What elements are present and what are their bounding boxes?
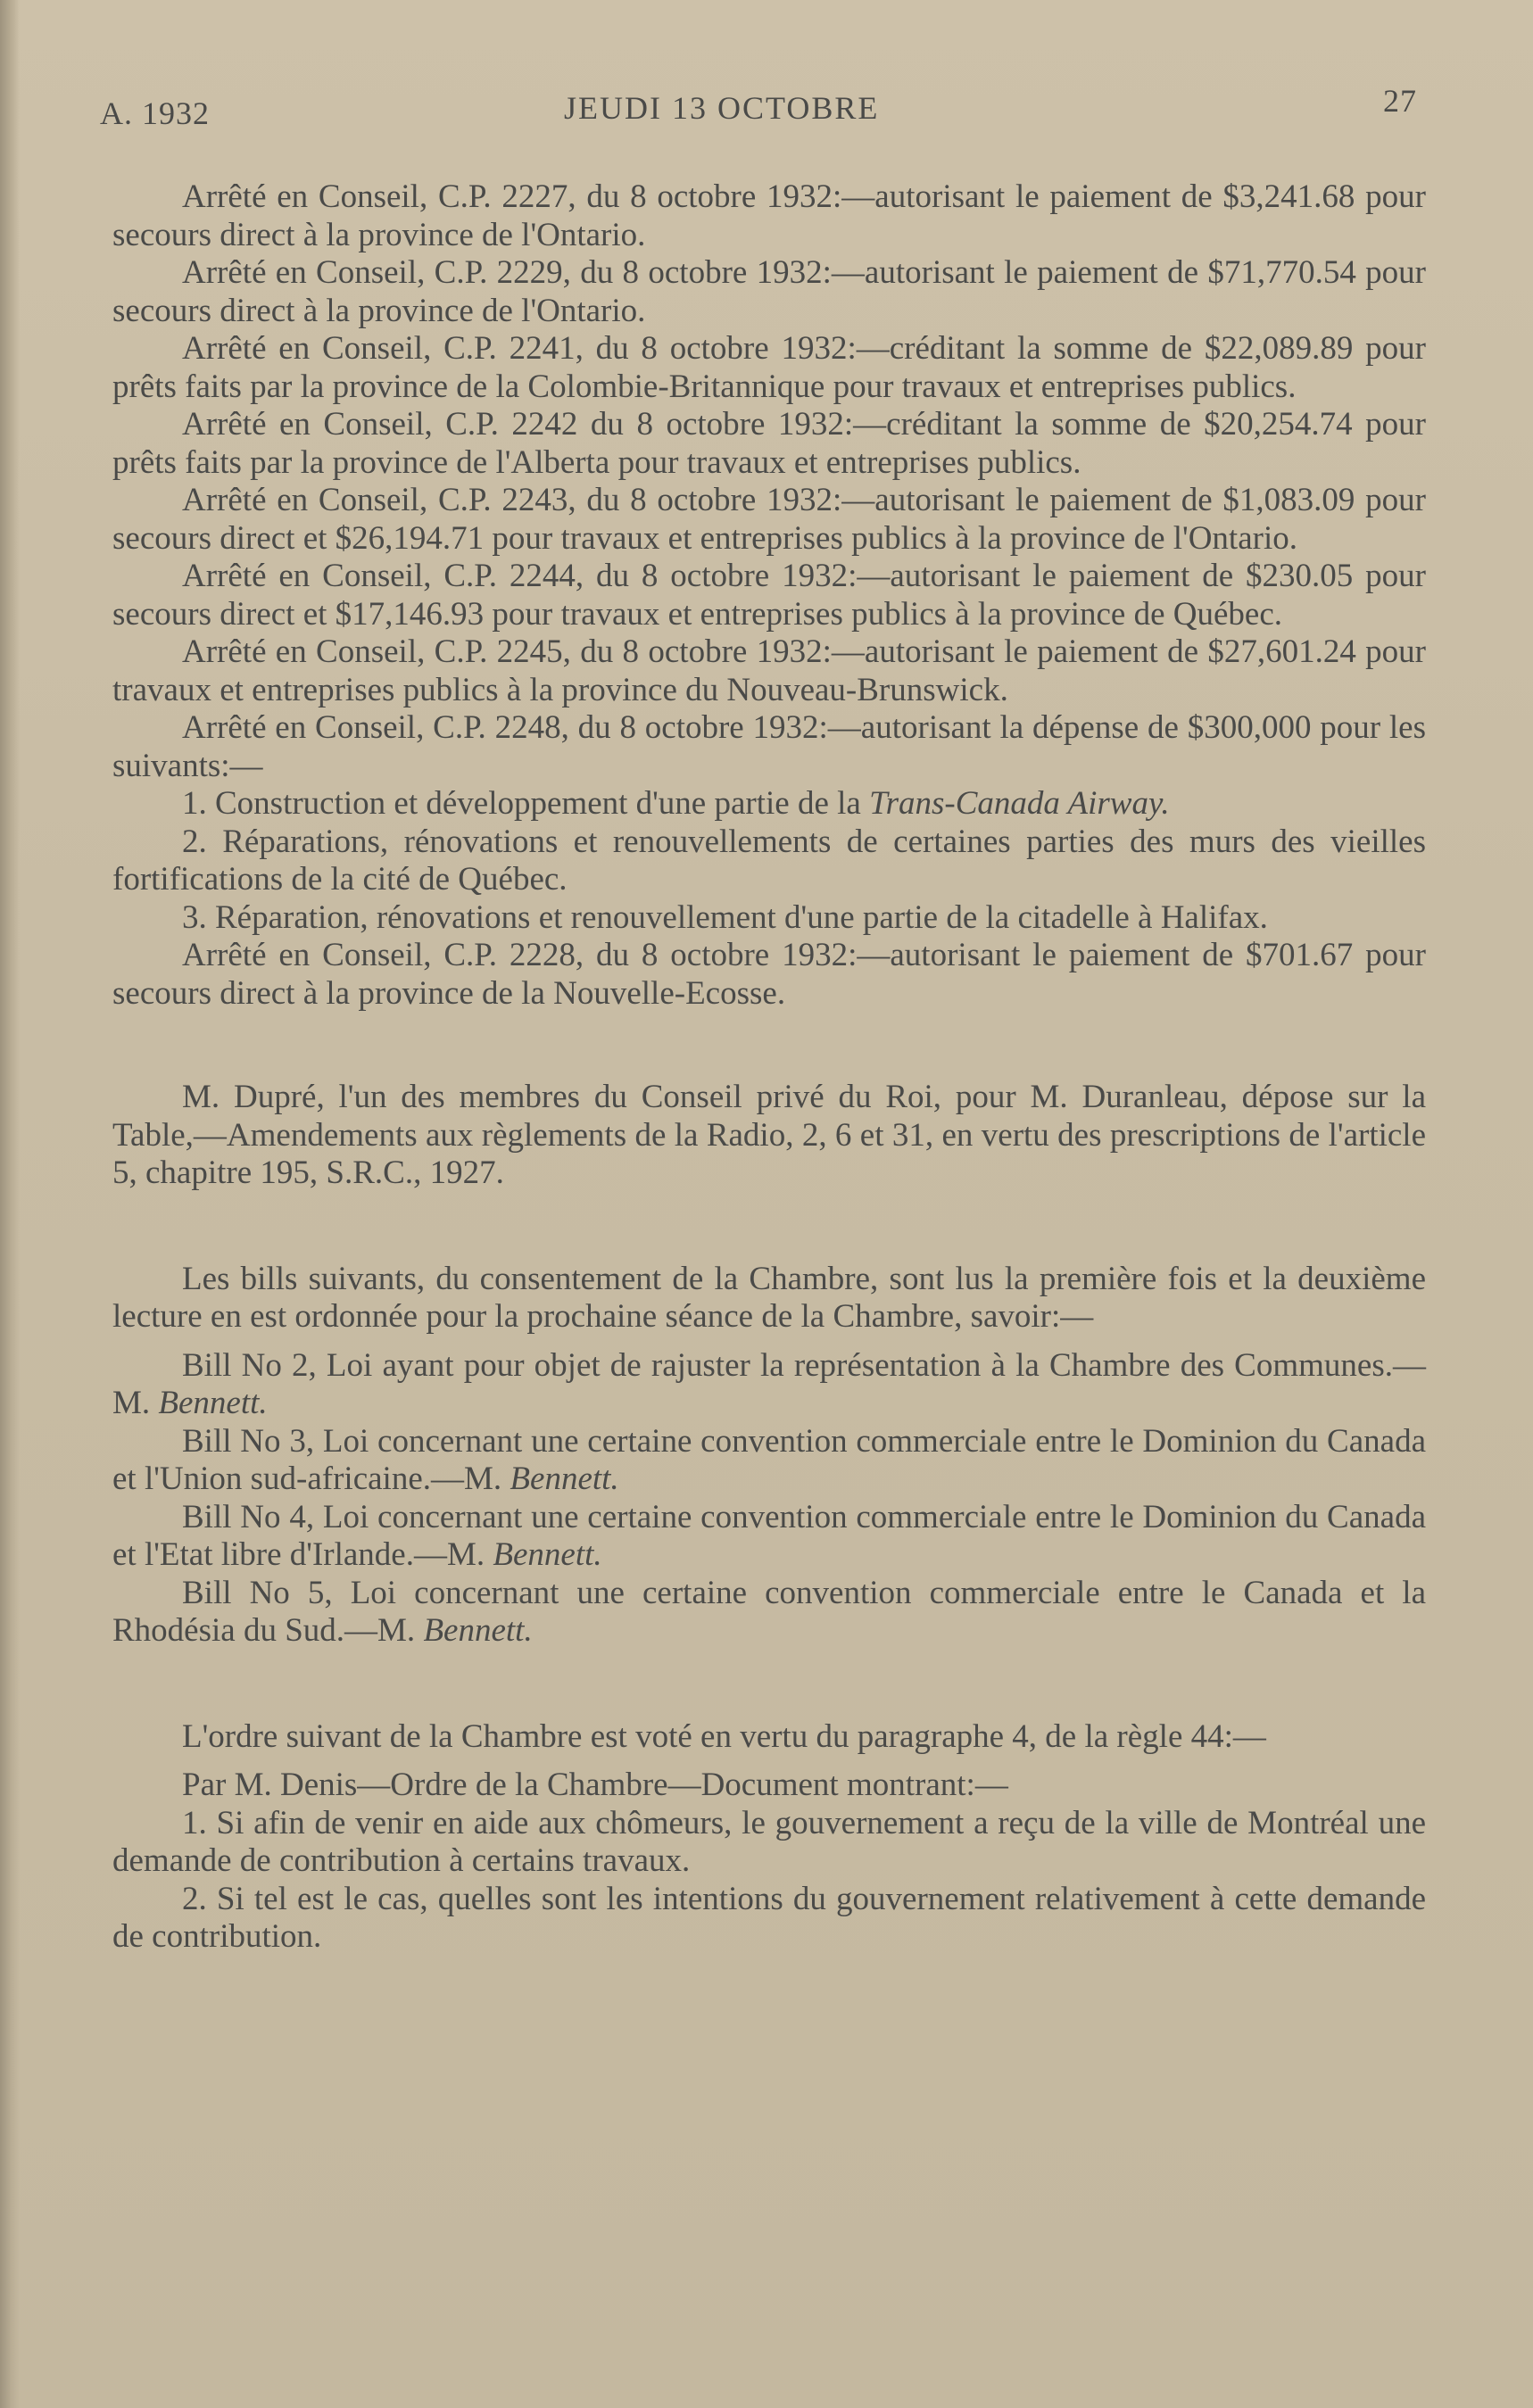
order-in-council-2228: Arrêté en Conseil, C.P. 2228, du 8 octobre 1932:—autorisant le paiement de $701.67 pour secours direct à la province de la Nouvelle-Ecosse. [112, 937, 1426, 1012]
bill-no-3 [112, 1423, 1426, 1499]
bill-no-4-mover: Bennett. [493, 1536, 602, 1573]
section-gap [112, 1193, 1426, 1261]
small-gap [112, 1756, 1426, 1767]
page-header [100, 82, 1417, 136]
bill-no-3-mover: Bennett. [510, 1461, 619, 1497]
order-vote-intro: L'ordre suivant de la Chambre est voté en vertu du paragraphe 4, de la règle 44:— [182, 1717, 1266, 1755]
works-item-1-text: 1. Construction et développement d'une partie de la [182, 785, 870, 822]
order-in-council-2248: Arrêté en Conseil, C.P. 2248, du 8 octobre 1932:—autorisant la dépense de $300,000 pour les suivants:— [112, 709, 1426, 784]
works-item-1 [112, 785, 1426, 823]
order-denis: Par M. Denis—Ordre de la Chambre—Document montrant:— [182, 1767, 1008, 1803]
bill-no-5-mover: Bennett. [423, 1612, 533, 1649]
header-year: A. 1932 [100, 95, 210, 131]
bill-no-5 [112, 1575, 1426, 1651]
bill-no-2-text: Bill No 2, Loi ayant pour objet de rajuster la représentation à la Chambre des Communes.—M. [112, 1346, 1426, 1421]
section-gap [112, 1651, 1426, 1718]
header-date: JEUDI 13 OCTOBRE [564, 90, 880, 126]
bills-intro-paragraph: Les bills suivants, du consentement de la Chambre, sont lus la première fois et la deuxième lecture en est ordonnée pour la prochaine séance de la Chambre, savoir:— [112, 1260, 1426, 1335]
denis-item-1: 1. Si afin de venir en aide aux chômeurs, le gouvernement a reçu de la ville de Montréal une demande de contribution à certains travaux. [112, 1804, 1426, 1879]
denis-item-2: 2. Si tel est le cas, quelles sont les intentions du gouvernement relativement à cette demande de contribution. [112, 1880, 1426, 1955]
order-in-council-2241: Arrêté en Conseil, C.P. 2241, du 8 octobre 1932:—créditant la somme de $22,089.89 pour prêts faits par la province de la Colombie-Britannique pour travaux et entreprises publics. [112, 330, 1426, 405]
order-in-council-2242: Arrêté en Conseil, C.P. 2242 du 8 octobre 1932:—créditant la somme de $20,254.74 pour prêts faits par la province de l'Alberta pour travaux et entreprises publics. [112, 406, 1426, 481]
small-gap [112, 1336, 1426, 1347]
bill-no-5-text: Bill No 5, Loi concernant une certaine convention commerciale entre le Canada et la Rhodésia du Sud.—M. [112, 1574, 1426, 1649]
page-spine-shadow [0, 0, 20, 2408]
dupre-tabling-paragraph: M. Dupré, l'un des membres du Conseil privé du Roi, pour M. Duranleau, dépose sur la Table,—Amendements aux règlements de la Radio, 2, 6 et 31, en vertu des prescriptions de l'article 5, chapitre 195, S.R.C., 1927. [112, 1079, 1426, 1191]
order-in-council-2245: Arrêté en Conseil, C.P. 2245, du 8 octobre 1932:—autorisant le paiement de $27,601.24 pour travaux et entreprises publics à la province du Nouveau-Brunswick. [112, 633, 1426, 708]
order-in-council-2243: Arrêté en Conseil, C.P. 2243, du 8 octobre 1932:—autorisant le paiement de $1,083.09 pour secours direct et $26,194.71 pour travaux et entreprises publics à la province de l'Ontario. [112, 482, 1426, 557]
bill-no-2-mover: Bennett. [158, 1385, 268, 1421]
works-item-2: 2. Réparations, rénovations et renouvellements de certaines parties des murs des vieilles fortifications de la cité de Québec. [112, 823, 1426, 898]
order-in-council-2229: Arrêté en Conseil, C.P. 2229, du 8 octobre 1932:—autorisant le paiement de $71,770.54 pour secours direct à la province de l'Ontario. [112, 254, 1426, 329]
order-in-council-2244: Arrêté en Conseil, C.P. 2244, du 8 octobre 1932:—autorisant le paiement de $230.05 pour secours direct et $17,146.93 pour travaux et entreprises publics à la province de Québec. [112, 558, 1426, 633]
bill-no-4-text: Bill No 4, Loi concernant une certaine convention commerciale entre le Dominion du Canada et l'Etat libre d'Irlande.—M. [112, 1498, 1426, 1573]
bill-no-4 [112, 1499, 1426, 1575]
page-body [112, 178, 1426, 1957]
works-item-3: 3. Réparation, rénovations et renouvellement d'une partie de la citadelle à Halifax. [182, 898, 1268, 936]
order-in-council-2227: Arrêté en Conseil, C.P. 2227, du 8 octobre 1932:—autorisant le paiement de $3,241.68 pour secours direct à la province de l'Ontario. [112, 178, 1426, 253]
section-gap [112, 1013, 1426, 1079]
bill-no-3-text: Bill No 3, Loi concernant une certaine convention commerciale entre le Dominion du Canada et l'Union sud-africaine.—M. [112, 1422, 1426, 1497]
page-number: 27 [1383, 83, 1417, 119]
bill-no-2 [112, 1347, 1426, 1423]
works-item-1-italic: Trans-Canada Airway. [869, 785, 1170, 822]
